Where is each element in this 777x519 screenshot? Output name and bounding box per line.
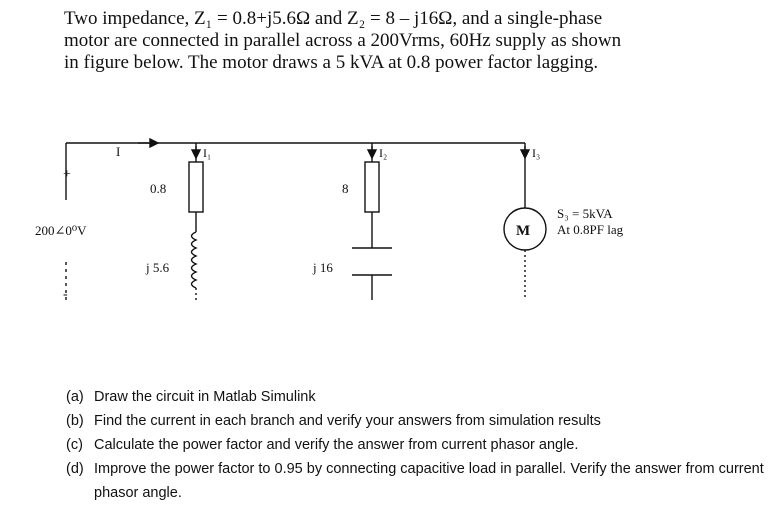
branch1-inductor [192,232,197,288]
task-item: (d) Improve the power factor to 0.95 by connecting capacitive load in parallel. Verify the answer from current phasor angle. [66,461,764,501]
task-item: (c) Calculate the power factor and verify the answer from current phasor angle. [66,437,579,453]
source-plus-label: + [63,167,71,182]
branch1-resistance-label: 0.8 [150,181,167,196]
branch1-resistor [189,162,203,212]
branch2-current-label: I₂ [379,146,388,160]
branch3-current-arrow [521,150,529,158]
source-voltage-label: 200∠0⁰V [35,223,87,238]
task-list [66,385,771,505]
branch2-resistance-label: 8 [342,181,349,196]
branch1-current-arrow [192,150,200,158]
main-current-label: I [116,144,121,159]
task-item: (b) Find the current in each branch and verify your answers from simulation results [66,413,601,429]
branch1-reactance-label: j 5.6 [146,260,170,275]
motor-label: M [516,223,531,239]
problem-text: Two impedance, Z₁ = 0.8+j5.6Ω and Z₂ = 8 – j16Ω, and a single-phase motor are connected in parallel across a 200Vrms, 60Hz supply as shown in figure below. The motor draws a 5 kVA at 0.8 power factor lagging. [64,8,622,73]
task-item: (a) Draw the circuit in Matlab Simulink [66,389,316,405]
source-minus-label: - [63,287,68,302]
branch2-reactance-label: j 16 [313,260,333,275]
motor-pf-label: At 0.8PF lag [557,222,624,237]
branch2-current-arrow [368,150,376,158]
branch3-current-label: I₃ [532,146,541,160]
branch2-resistor [365,162,379,212]
motor-power-label: S₃ = 5kVA [557,206,613,221]
main-current-arrow [150,139,158,147]
branch1-current-label: I₁ [203,146,212,160]
